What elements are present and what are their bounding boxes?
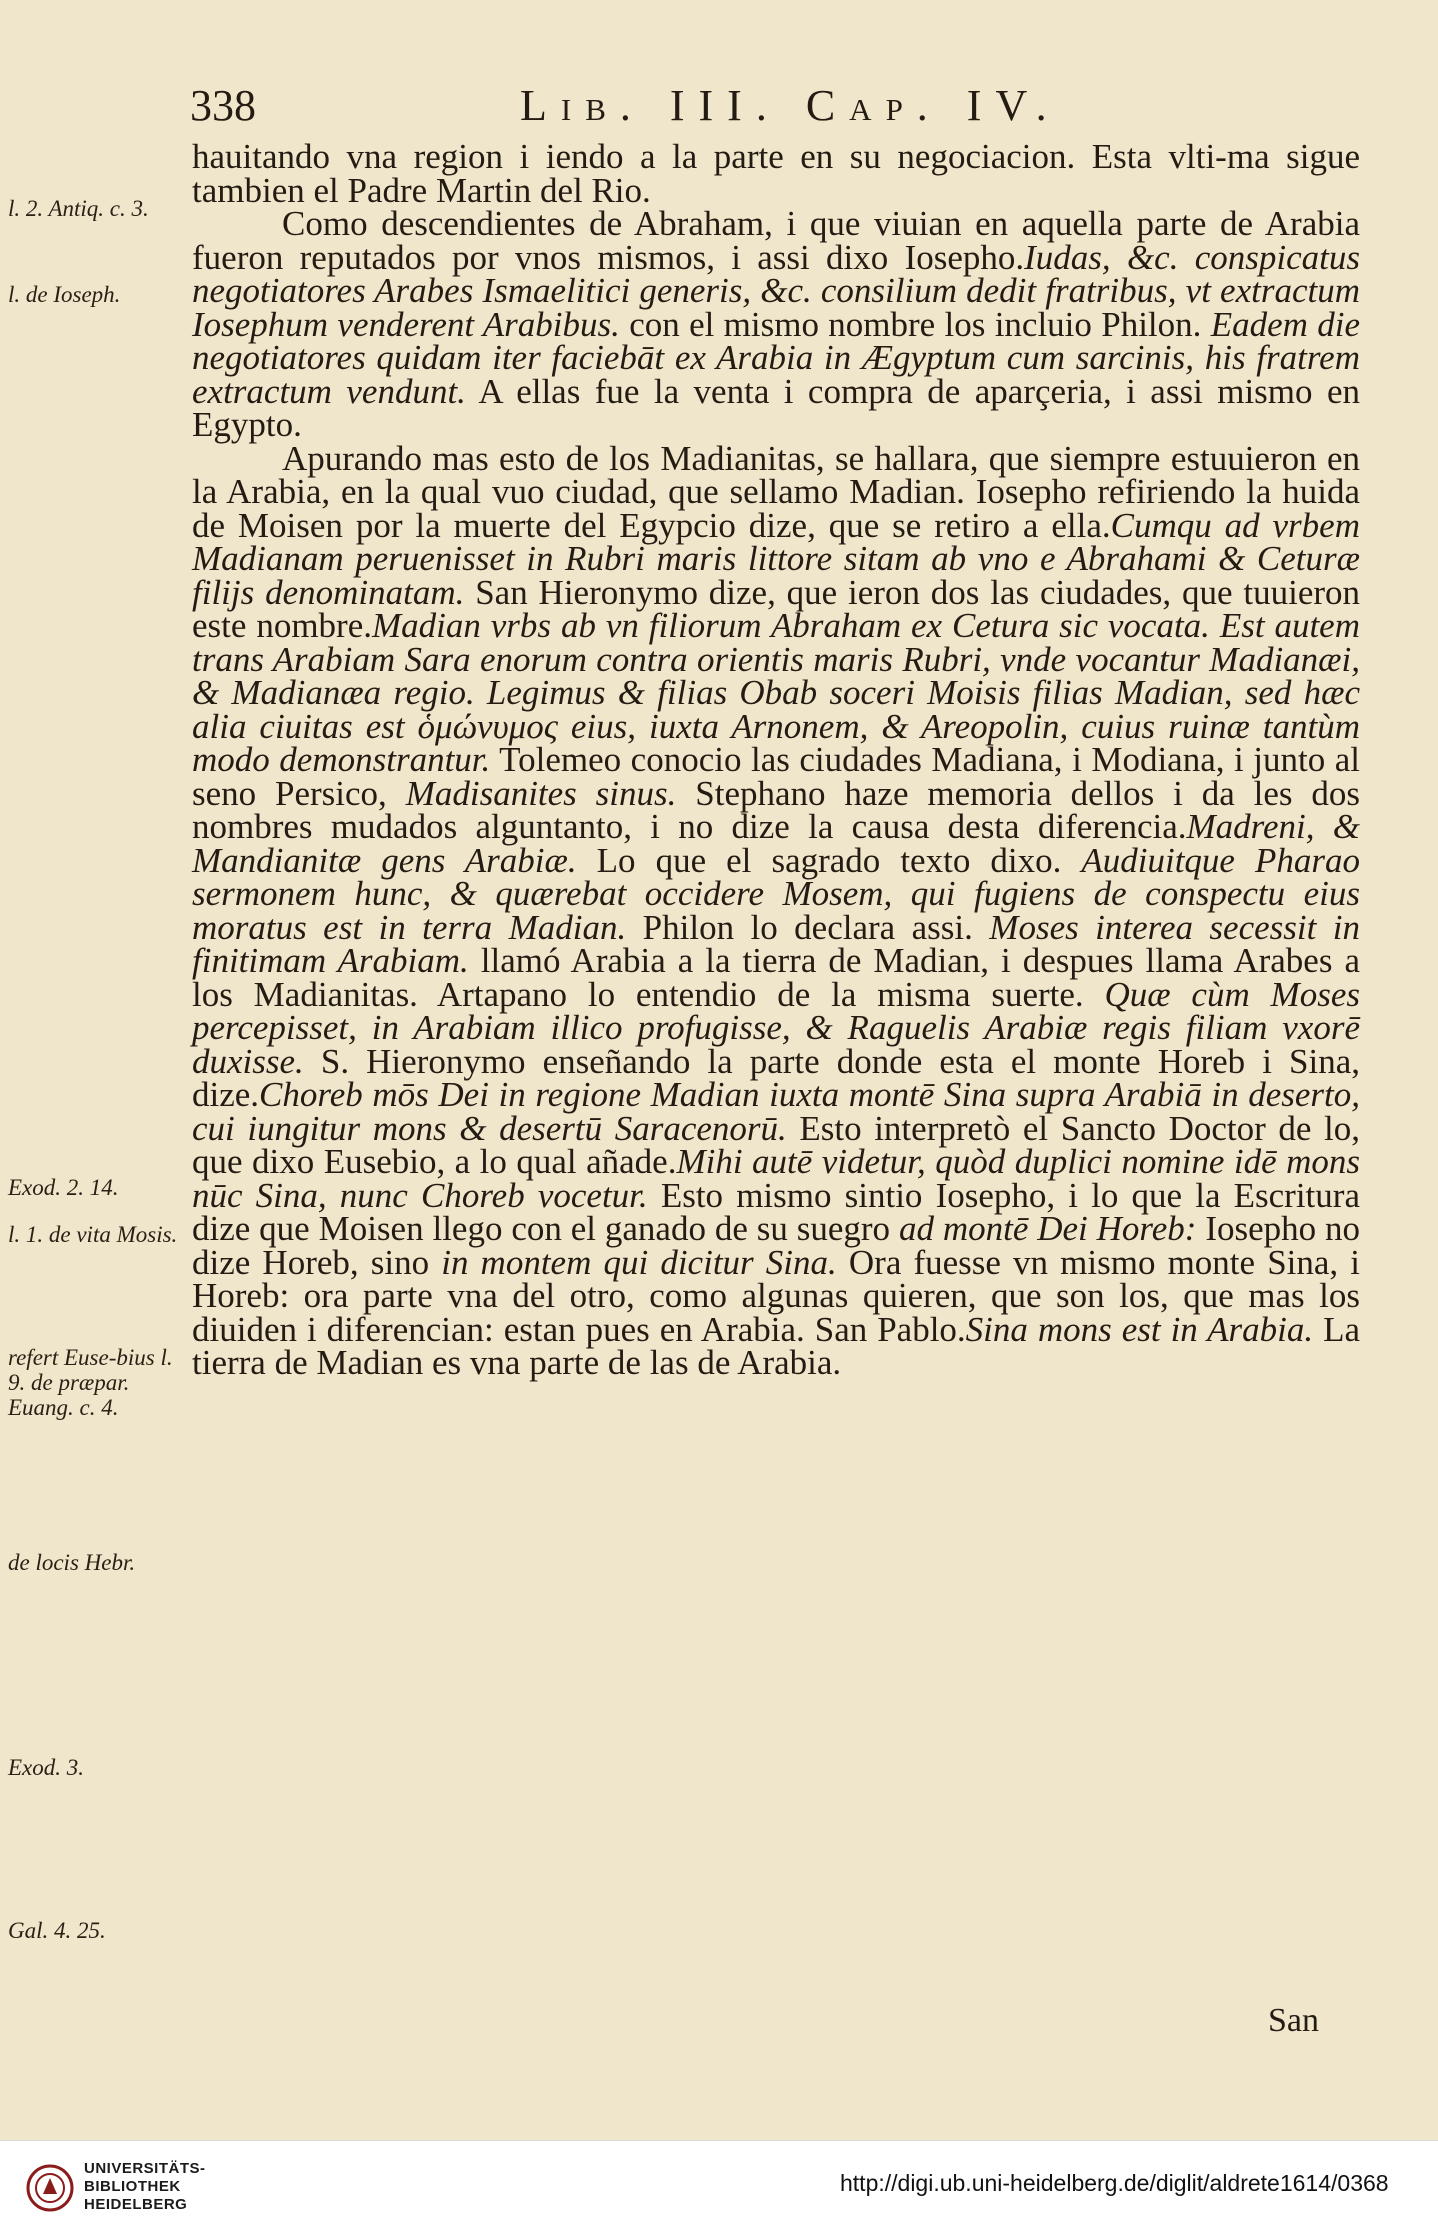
text-run: Apurando mas esto de los Madianitas, se hallara, que siempre estuuieron en la Arabia, en la qual vuo ciudad, que sellamo Madian. Iosepho refiriendo la huida de Moisen por la muerte del Egypcio dize, que se retiro a ella. <box>192 438 1360 545</box>
text-run: San Hieronymo dize, que ieron dos las ciudades, que tuuieron este nombre. <box>192 572 1361 645</box>
latin-quotation: Sina mons est in Arabia. <box>965 1309 1314 1349</box>
text-run: llamó Arabia a la tierra de Madian, i despues llama Arabes a los Madianitas. Artapano lo entendio de la misma suerte. <box>192 941 1360 1014</box>
latin-quotation: ad montē Dei Horeb: <box>898 1209 1197 1248</box>
margin-note: l. 1. de vita Mosis. <box>8 1222 178 1247</box>
margin-note: de locis Hebr. <box>8 1550 136 1575</box>
text-run: Esto mismo sintio Iosepho, i lo que la Escritura dize que Moisen llego con el ganado de su suegro <box>192 1175 1360 1248</box>
university-seal-icon <box>26 2164 74 2212</box>
text-run: Iosepho no dize Horeb, sino <box>192 1209 1361 1282</box>
source-link[interactable]: http://digi.ub.uni-heidelberg.de/diglit/aldrete1614/0368 <box>840 2170 1389 2196</box>
latin-quotation: Madisanites sinus. <box>405 773 677 813</box>
text-run: Lo que el sagrado texto dixo. <box>576 840 1082 880</box>
latin-quotation: Eadem die negotiatores quidam iter faciebāt ex Arabia in Ægyptum cum sarcinis, his fratrem extractum vendunt. <box>192 304 1361 411</box>
text-run: S. Hieronymo enseñando la parte donde esta el monte Horeb i Sina, dize. <box>192 1041 1360 1114</box>
latin-quotation: Madreni, & Mandianitæ gens Arabiæ. <box>192 807 1360 880</box>
text-run: hauitando vna region i iendo a la parte en su negociacion. Esta vlti-ma sigue tambien el Padre Martin del Rio. <box>192 137 1360 210</box>
margin-note: Gal. 4. 25. <box>8 1918 106 1943</box>
latin-quotation: Moses interea secessit in finitimam Arabiam. <box>192 907 1361 980</box>
catchword: San <box>1268 2002 1319 2039</box>
margin-note: l. de Ioseph. <box>8 282 121 307</box>
latin-quotation: Mihi autē videtur, quòd duplici nomine idē mons nūc Sina, nunc Choreb vocetur. <box>192 1142 1360 1215</box>
margin-note: refert Euse-bius l. 9. de præpar. Euang. c. 4. <box>8 1345 173 1420</box>
text-run: Ora fuesse vn mismo monte Sina, i Horeb: ora parte vna del otro, como algunas quieren, que son los, que mas los diuiden i diferencian: estan pues en Arabia. San Pablo. <box>192 1242 1361 1349</box>
text-paragraph <box>192 438 1361 1382</box>
latin-quotation: Quæ cùm Moses percepisset, in Arabiam illico profugisse, & Raguelis Arabiæ regis filiam vxorē duxisse. <box>192 974 1360 1081</box>
page-number: 338 <box>190 81 256 130</box>
text-run: con el mismo nombre los incluio Philon. <box>619 304 1211 344</box>
margin-note: l. 2. Antiq. c. 3. <box>8 196 149 221</box>
text-run: Stephano haze memoria dellos i da les dos nombres mudados alguntanto, i no dize la causa desta diferencia. <box>192 773 1360 846</box>
latin-quotation: Madian vrbs ab vn filiorum Abraham ex Cetura sic vocata. Est autem trans Arabiam Sara enorum contra orientis maris Rubri, vnde vocantur Madianæi, & Madianæa regio. Legimus & filias Obab soceri Moisis filias Madian, sed hæc alia ciuitas est ὁμώνυμος eius, iuxta Arnonem, & Areopolin, cuius ruinæ tantùm modo demonstrantur. <box>192 606 1360 779</box>
text-paragraph <box>192 204 1361 444</box>
text-run: Tolemeo conocio las ciudades Madiana, i Modiana, i junto al seno Persico, <box>192 740 1360 813</box>
running-head: Lib. III. Cap. IV. <box>520 81 1061 130</box>
text-run: A ellas fue la venta i compra de aparçeria, i assi mismo en Egypto. <box>192 371 1360 444</box>
text-run: Philon lo declara assi. <box>626 907 990 947</box>
latin-quotation: in montem qui dicitur Sina. <box>441 1242 837 1282</box>
margin-note: Exod. 2. 14. <box>8 1175 119 1200</box>
text-run: La tierra de Madian es vna parte de las de Arabia. <box>192 1309 1360 1382</box>
text-run: Como descendientes de Abraham, i que viuian en aquella parte de Arabia fueron reputados por vnos mismos, i assi dixo Iosepho. <box>192 204 1360 277</box>
main-text <box>192 137 1361 1382</box>
text-run: Esto interpretò el Sancto Doctor de lo, que dixo Eusebio, a lo qual añade. <box>192 1108 1360 1181</box>
latin-quotation: Choreb mōs Dei in regione Madian iuxta montē Sina supra Arabiā in deserto, cui iungitur mons & desertū Saracenorū. <box>192 1075 1360 1148</box>
latin-quotation: Audiuitque Pharao sermonem hunc, & quærebat occidere Mosem, qui fugiens de conspectu eius moratus est in terra Madian. <box>192 840 1361 947</box>
text-paragraph <box>192 137 1360 210</box>
page-header <box>190 80 1350 140</box>
latin-quotation: Iudas, &c. conspicatus negotiatores Arabes Ismaelitici generis, &c. consilium dedit fratribus, vt extractum Iosephum venderent Arabibus. <box>192 237 1360 344</box>
margin-note: Exod. 3. <box>8 1755 85 1780</box>
library-name: UNIVERSITÄTS- BIBLIOTHEK HEIDELBERG <box>84 2160 206 2213</box>
latin-quotation: Cumqu ad vrbem Madianam peruenisset in Rubri maris littore sitam ab vno e Abrahami & Ceturæ filijs denominatam. <box>192 505 1360 612</box>
